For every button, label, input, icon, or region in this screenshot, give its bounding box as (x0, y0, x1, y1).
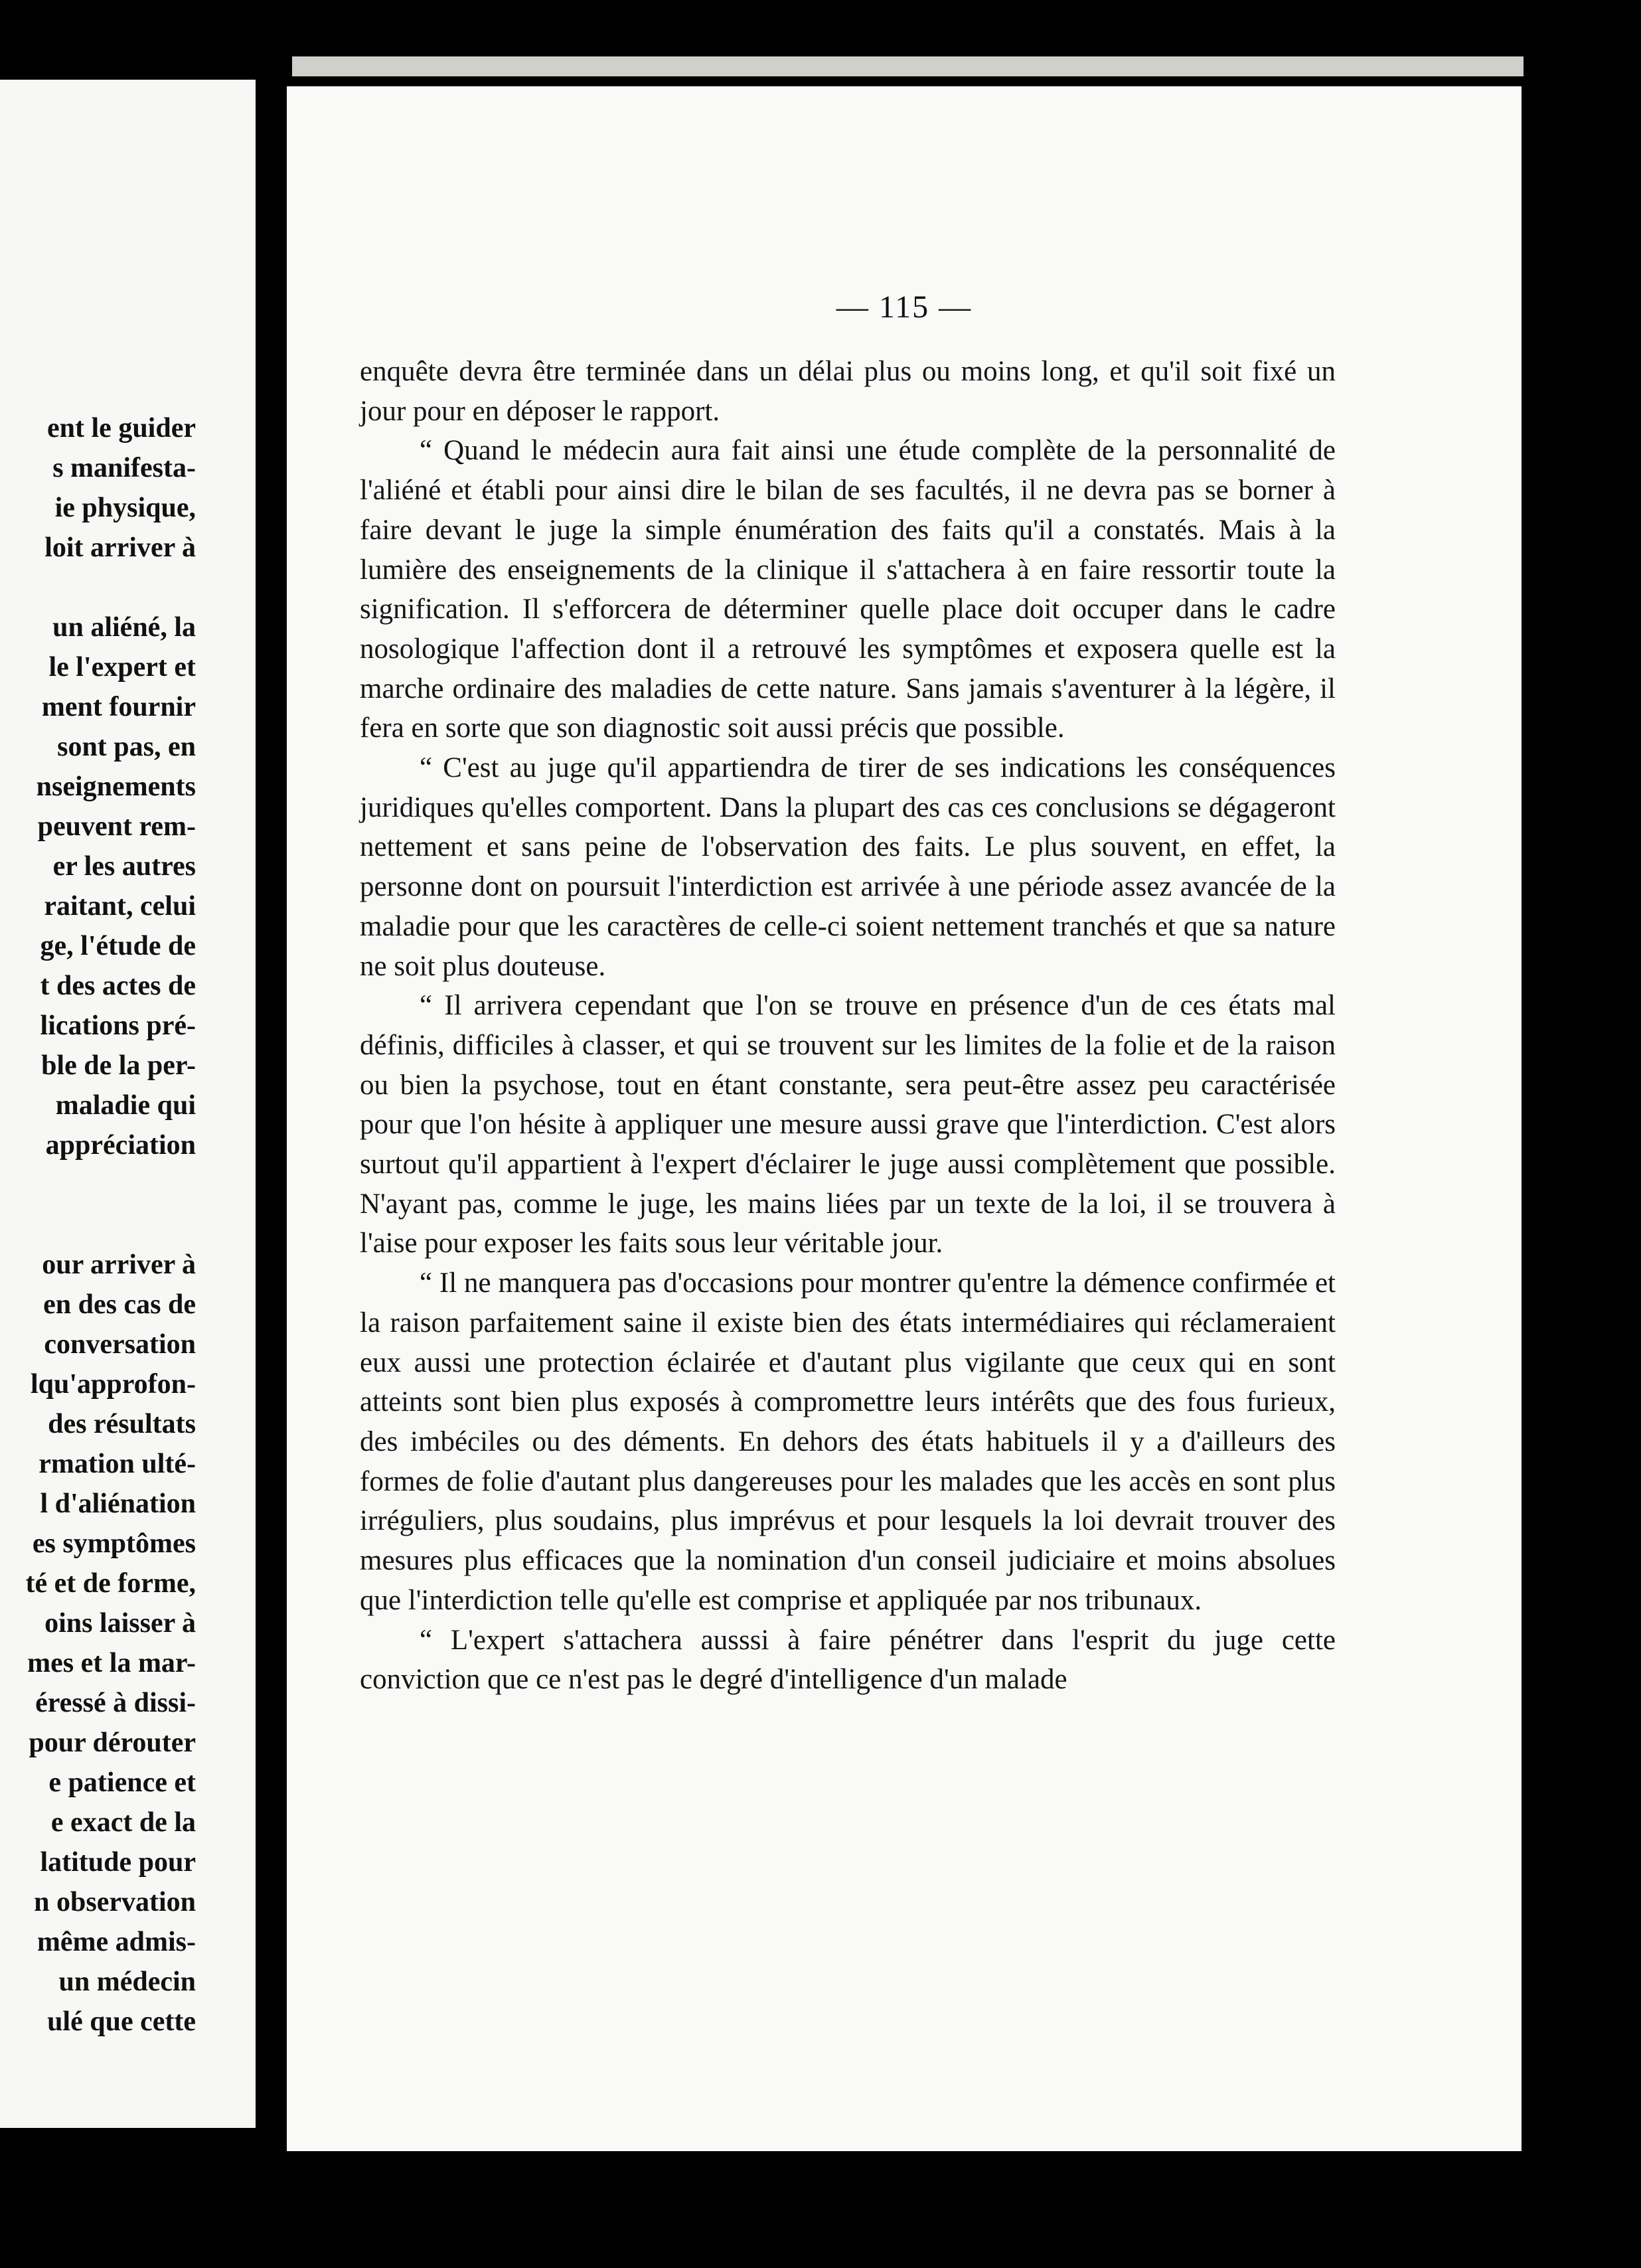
paragraph: “ Il arrivera cependant que l'on se trouve en présence d'un de ces états mal définis, difficiles à classer, et qui se trouvent sur les limites de la folie et de la raison ou bien la psychose, tout en étant constante, sera peut-être assez peu caractérisée pour que l'on hésite à appliquer une mesure aussi grave que l'interdiction. C'est alors surtout qu'il appartient à l'expert d'éclairer le juge aussi complètement que possible. N'ayant pas, comme le juge, les mains liées par un texte de la loi, il se trouvera à l'aise pour exposer les faits sous leur véritable jour. (360, 990, 1336, 1259)
left-page-line (0, 1205, 256, 1245)
left-page-line: es symptômes (32, 1528, 196, 1559)
left-page-line (0, 1165, 256, 1205)
left-page-line: le l'expert et (48, 652, 196, 683)
left-page-line: même admis- (37, 1927, 196, 1957)
left-page-line: peuvent rem- (37, 811, 196, 842)
page-body (360, 352, 1336, 1700)
left-page-line: pour dérouter (29, 1728, 196, 1758)
page-number: — 115 — (836, 289, 973, 325)
left-page-line: ie physique, (54, 493, 196, 523)
right-page (287, 86, 1522, 2151)
left-page-line: ulé que cette (47, 2006, 196, 2037)
left-page-line: s manifesta- (52, 453, 196, 483)
left-page-line: raitant, celui (44, 891, 196, 922)
left-page-line: e exact de la (50, 1807, 196, 1838)
left-page-line: des résultats (48, 1409, 196, 1439)
left-page-line: our arriver à (42, 1250, 196, 1280)
left-page-line: un aliéné, la (52, 612, 196, 643)
left-page-line: er les autres (52, 851, 196, 882)
left-page-text (0, 408, 256, 2042)
left-page-line: ble de la per- (41, 1050, 196, 1081)
paragraph: “ L'expert s'attachera ausssi à faire pénétrer dans l'esprit du juge cette conviction que ce n'est pas le degré d'intelligence d'un malade (360, 1624, 1336, 1696)
book-gutter (256, 80, 287, 2138)
paragraph: “ C'est au juge qu'il appartiendra de tirer de ses indications les conséquences juridiques qu'elles comportent. Dans la plupart des cas ces conclusions se dégageront nettement et sans peine de l'observation des faits. Le plus souvent, en effet, la personne dont on poursuit l'interdiction est arrivée à une période assez avancée de la maladie pour que les caractères de celle-ci soient nettement tranchés et que sa nature ne soit plus douteuse. (360, 752, 1336, 982)
paragraph: enquête devra être terminée dans un délai plus ou moins long, et qu'il soit fixé un jour pour en déposer le rapport. (360, 356, 1336, 427)
left-page-line: un médecin (58, 1967, 196, 1997)
left-page-line: lications pré- (40, 1011, 196, 1041)
left-page-line: latitude pour (40, 1847, 196, 1878)
left-page-line: mes et la mar- (27, 1648, 196, 1678)
left-page-line: n observation (34, 1887, 196, 1917)
left-page-line: nseignements (36, 771, 196, 802)
left-page-line (0, 568, 256, 608)
left-page-line: rmation ulté- (39, 1449, 196, 1479)
left-page-line: maladie qui (55, 1090, 196, 1121)
left-page-line: ge, l'étude de (40, 931, 196, 961)
left-page-line: l d'aliénation (40, 1489, 196, 1519)
left-page-line: oins laisser à (44, 1608, 196, 1639)
paragraph: “ Quand le médecin aura fait ainsi une étude complète de la personnalité de l'aliéné et établi pour ainsi dire le bilan de ses facultés, il ne devra pas se borner à faire devant le juge la simple énumération des faits qu'il a constatés. Mais à la lumière des enseignements de la clinique il s'attachera à en faire ressortir toute la signification. Il s'efforcera de déterminer quelle place doit occuper dans le cadre nosologique l'affection dont il a retrouvé les symptômes et exposera quelle est la marche ordinaire des maladies de cette nature. Sans jamais s'aventurer à la légère, il fera en sorte que son diagnostic soit aussi précis que possible. (360, 435, 1336, 744)
left-page (0, 80, 256, 2128)
left-page-line: loit arriver à (44, 532, 196, 563)
left-page-line: e patience et (48, 1767, 196, 1798)
left-page-line: t des actes de (40, 971, 196, 1001)
left-page-line: en des cas de (43, 1289, 196, 1320)
left-page-line: conversation (44, 1329, 196, 1360)
left-page-line: éressé à dissi- (35, 1688, 196, 1718)
left-page-line: ment fournir (41, 692, 196, 722)
paragraph: “ Il ne manquera pas d'occasions pour montrer qu'entre la démence confirmée et la raison parfaitement saine il existe bien des états intermédiaires qui réclameraient eux aussi une protection éclairée et d'autant plus vigilante que ceux qui en sont atteints sont bien plus exposés à compromettre leurs intérêts que des fous furieux, des imbéciles ou des déments. En dehors des états habituels il y a d'ailleurs des formes de folie d'autant plus dangereuses pour les malades que les accès en sont plus irréguliers, plus soudains, plus imprévus et pour lesquels la loi devrait trouver des mesures plus efficaces que la nomination d'un conseil judiciaire et moins absolues que l'interdiction telle qu'elle est comprise et appliquée par nos tribunaux. (360, 1267, 1336, 1616)
page-top-edge (292, 56, 1524, 76)
left-page-line: ent le guider (47, 413, 196, 444)
left-page-line: sont pas, en (57, 732, 196, 762)
left-page-line: té et de forme, (25, 1568, 196, 1599)
left-page-line: lqu'approfon- (31, 1369, 196, 1400)
left-page-line: appréciation (45, 1130, 196, 1161)
